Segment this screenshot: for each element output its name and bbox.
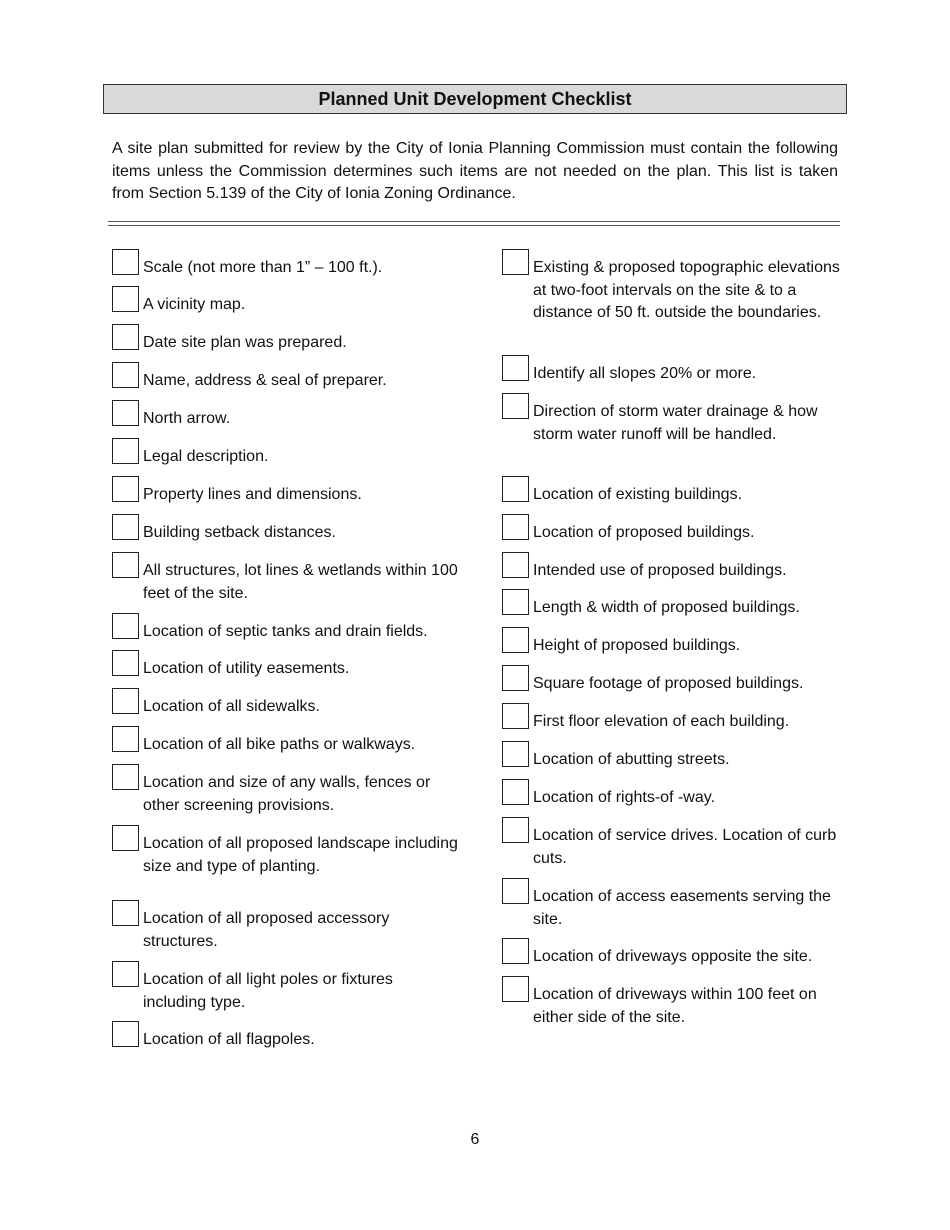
- checklist-item: [502, 984, 842, 1029]
- checkbox[interactable]: [112, 249, 139, 275]
- checklist-item: [112, 1029, 460, 1052]
- checklist-item-label: Legal description.: [143, 448, 269, 465]
- checkbox[interactable]: [112, 476, 139, 502]
- checkbox[interactable]: [112, 400, 139, 426]
- checklist-item: [112, 446, 460, 469]
- checklist-item-label: Location of abutting streets.: [533, 751, 730, 768]
- checkbox[interactable]: [112, 514, 139, 540]
- checklist-item-label: Identify all slopes 20% or more.: [533, 365, 757, 382]
- divider-line-top: [108, 221, 840, 222]
- checklist-item-label: Location of all sidewalks.: [143, 698, 320, 715]
- checkbox[interactable]: [112, 650, 139, 676]
- checklist-item-label: First floor elevation of each building.: [533, 713, 790, 730]
- checklist-item-label: North arrow.: [143, 410, 231, 427]
- checklist-item: [502, 363, 842, 386]
- checklist-item: [112, 408, 460, 431]
- checklist-item-label: Square footage of proposed buildings.: [533, 675, 804, 692]
- checkbox[interactable]: [112, 825, 139, 851]
- checklist-item: [112, 484, 460, 507]
- checklist-item: [112, 969, 460, 1014]
- checkbox[interactable]: [502, 355, 529, 381]
- checklist-item-label: Location of utility easements.: [143, 660, 350, 677]
- checkbox[interactable]: [112, 438, 139, 464]
- checkbox[interactable]: [112, 613, 139, 639]
- checklist-item: [112, 734, 460, 757]
- checklist-item-label: Name, address & seal of preparer.: [143, 372, 387, 389]
- checkbox[interactable]: [502, 665, 529, 691]
- checklist-item-label: Property lines and dimensions.: [143, 486, 362, 503]
- checklist-item: [502, 825, 842, 870]
- checklist-item: [112, 833, 460, 878]
- checkbox[interactable]: [112, 1021, 139, 1047]
- checkbox[interactable]: [502, 552, 529, 578]
- checkbox[interactable]: [112, 726, 139, 752]
- page-title: Planned Unit Development Checklist: [103, 84, 847, 114]
- checkbox[interactable]: [112, 900, 139, 926]
- checkbox[interactable]: [502, 741, 529, 767]
- checklist-item-label: Length & width of proposed buildings.: [533, 599, 800, 616]
- checklist-item-label: Building setback distances.: [143, 524, 336, 541]
- checklist-item-label: Height of proposed buildings.: [533, 637, 741, 654]
- checklist-item-label: Location of service drives. Location of curb cuts.: [533, 827, 837, 867]
- checklist-item-label: Location of all proposed accessory structures.: [143, 910, 390, 950]
- checklist-item: [112, 332, 460, 355]
- checklist-item-label: A vicinity map.: [143, 296, 246, 313]
- checkbox[interactable]: [502, 779, 529, 805]
- checklist-item: [112, 257, 460, 280]
- checklist-item: [112, 908, 460, 953]
- checklist-item-label: Location of septic tanks and drain fields.: [143, 623, 428, 640]
- checklist-item-label: Location of proposed buildings.: [533, 524, 755, 541]
- checklist-item: [112, 522, 460, 545]
- checklist-item-label: Location of driveways opposite the site.: [533, 948, 813, 965]
- checklist-item-label: All structures, lot lines & wetlands within 100 feet of the site.: [143, 562, 458, 602]
- checklist-item: [502, 886, 842, 931]
- checkbox[interactable]: [502, 878, 529, 904]
- checklist-item-label: Location of existing buildings.: [533, 486, 743, 503]
- checklist-item-label: Existing & proposed topographic elevations at two-foot intervals on the site & to a distance of 50 ft. outside the boundaries.: [533, 259, 840, 322]
- checklist-item-label: Location of rights-of -way.: [533, 789, 716, 806]
- checklist-item-label: Location of driveways within 100 feet on either side of the site.: [533, 986, 817, 1026]
- checkbox[interactable]: [112, 961, 139, 987]
- checklist-item: [502, 711, 842, 734]
- checklist-item: [112, 772, 460, 817]
- checklist-item: [502, 257, 842, 325]
- checklist-item-label: Location of all flagpoles.: [143, 1031, 315, 1048]
- checklist-item-label: Scale (not more than 1” – 100 ft.).: [143, 259, 383, 276]
- checkbox[interactable]: [112, 362, 139, 388]
- checklist-item-label: Location of all light poles or fixtures including type.: [143, 971, 393, 1011]
- checkbox[interactable]: [112, 552, 139, 578]
- divider-line-bottom: [108, 225, 840, 226]
- checklist-item-label: Location and size of any walls, fences or other screening provisions.: [143, 774, 431, 814]
- checkbox[interactable]: [502, 249, 529, 275]
- checkbox[interactable]: [502, 703, 529, 729]
- checkbox[interactable]: [502, 627, 529, 653]
- checklist-item-label: Location of all proposed landscape including size and type of planting.: [143, 835, 458, 875]
- checklist-item: [502, 401, 842, 446]
- checklist-item: [112, 658, 460, 681]
- checkbox[interactable]: [502, 393, 529, 419]
- checklist-item: [502, 484, 842, 507]
- checklist-item: [502, 560, 842, 583]
- checkbox[interactable]: [502, 476, 529, 502]
- checkbox[interactable]: [112, 286, 139, 312]
- checklist-item-label: Location of all bike paths or walkways.: [143, 736, 416, 753]
- checklist-item: [112, 621, 460, 644]
- checklist-item-label: Direction of storm water drainage & how storm water runoff will be handled.: [533, 403, 818, 443]
- checkbox[interactable]: [502, 976, 529, 1002]
- checklist-item: [112, 294, 460, 317]
- checklist-item: [502, 522, 842, 545]
- checklist-item: [502, 597, 842, 620]
- checklist-item-label: Location of access easements serving the site.: [533, 888, 831, 928]
- checklist-item-label: Intended use of proposed buildings.: [533, 562, 787, 579]
- checklist-item: [502, 635, 842, 658]
- checklist-item: [112, 696, 460, 719]
- checkbox[interactable]: [112, 764, 139, 790]
- checklist-item: [502, 749, 842, 772]
- checklist-item: [502, 673, 842, 696]
- checklist-item: [112, 560, 460, 605]
- checklist-item-label: Date site plan was prepared.: [143, 334, 347, 351]
- checkbox[interactable]: [112, 688, 139, 714]
- checklist-item: [112, 370, 460, 393]
- checklist-item: [502, 787, 842, 810]
- checkbox[interactable]: [502, 589, 529, 615]
- checkbox[interactable]: [112, 324, 139, 350]
- checklist-item: [502, 946, 842, 969]
- intro-paragraph: A site plan submitted for review by the City of Ionia Planning Commission must contain the following items unless the Commission determines such items are not needed on the plan. This list is taken from Section 5.139 of the City of Ionia Zoning Ordinance.: [112, 140, 838, 203]
- checkbox[interactable]: [502, 514, 529, 540]
- checkbox[interactable]: [502, 817, 529, 843]
- checkbox[interactable]: [502, 938, 529, 964]
- page-number: 6: [470, 1131, 480, 1148]
